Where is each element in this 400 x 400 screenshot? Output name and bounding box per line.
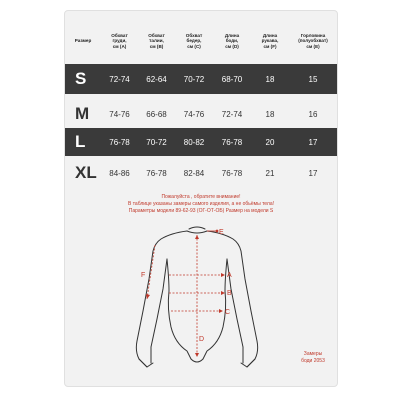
header-cell: Длина боди, см (D) [224,32,240,49]
table-cell: 76-78 [221,168,243,178]
table-cell: 18 [265,74,275,84]
table-cell: 20 [265,137,275,147]
table-header [65,21,337,61]
measurement-note [293,351,333,365]
notice-line-1: Пожалуйста , обратите внимание! [161,194,241,200]
table-cell: 17 [308,168,318,178]
table-cell: 62-64 [146,74,167,84]
table-cell: 72-74 [221,109,243,119]
size-label: S [75,69,87,88]
table-cell: 84-86 [109,168,130,178]
table-cell: 68-70 [221,74,243,84]
bodysuit-diagram [111,219,291,379]
bodysuit-outline [136,227,257,367]
left-arm-outer [136,231,187,367]
header-cell: Горловина (полуобхват) см (E) [298,32,328,49]
size-label: M [75,104,90,123]
table-cell: 70-72 [183,74,205,84]
table-cell: 21 [265,168,275,178]
table-cell: 66-68 [146,109,167,119]
sleeve-line [147,245,155,299]
table-row [65,128,337,156]
size-chart-card [64,10,338,387]
table-cell: 70-72 [146,137,167,147]
measurement-lines [147,231,225,357]
table-row [65,100,337,128]
header-cell: Обхват груди, см (A) [111,32,128,49]
measurement-note-line-2: боди 2053 [301,358,325,364]
label-e: E [219,229,224,236]
table-cell: 16 [308,109,318,119]
table-row [65,156,337,190]
notice-line-2: В таблице указаны замеры самого изделия, а не обьёмы тела! [127,201,275,207]
header-cell: Размер [74,38,92,44]
size-label: XL [75,163,97,182]
table-cell: 76-78 [109,137,130,147]
table-cell: 15 [308,74,318,84]
notice-line-3: Параметры модели 89-62-93 (ОГ-ОТ-ОБ) Размер на модели S [128,208,274,214]
table-cell: 76-78 [146,168,167,178]
header-cell: Обхват талии, см (B) [148,32,165,49]
size-label: L [75,132,86,151]
table-cell: 17 [308,137,318,147]
measurement-note-line-1: Замеры [303,351,323,357]
table-cell: 18 [265,109,275,119]
label-b: B [227,290,232,297]
right-arm-outer [207,231,258,367]
label-a: A [227,272,232,279]
table-cell: 74-76 [109,109,130,119]
table-cell: 76-78 [221,137,243,147]
table-cell: 80-82 [183,137,205,147]
notice-block [65,194,337,215]
table-row [65,64,337,94]
header-cell: Длина рукава, см (F) [261,32,279,49]
measurement-arrows [146,230,225,357]
table-cell: 74-76 [183,109,205,119]
table-cell: 72-74 [109,74,130,84]
label-d: D [199,336,205,343]
label-c: C [225,309,231,316]
label-f: F [141,272,146,279]
header-cell: Обхват бедер, см (C) [185,32,203,49]
table-cell: 82-84 [183,168,205,178]
